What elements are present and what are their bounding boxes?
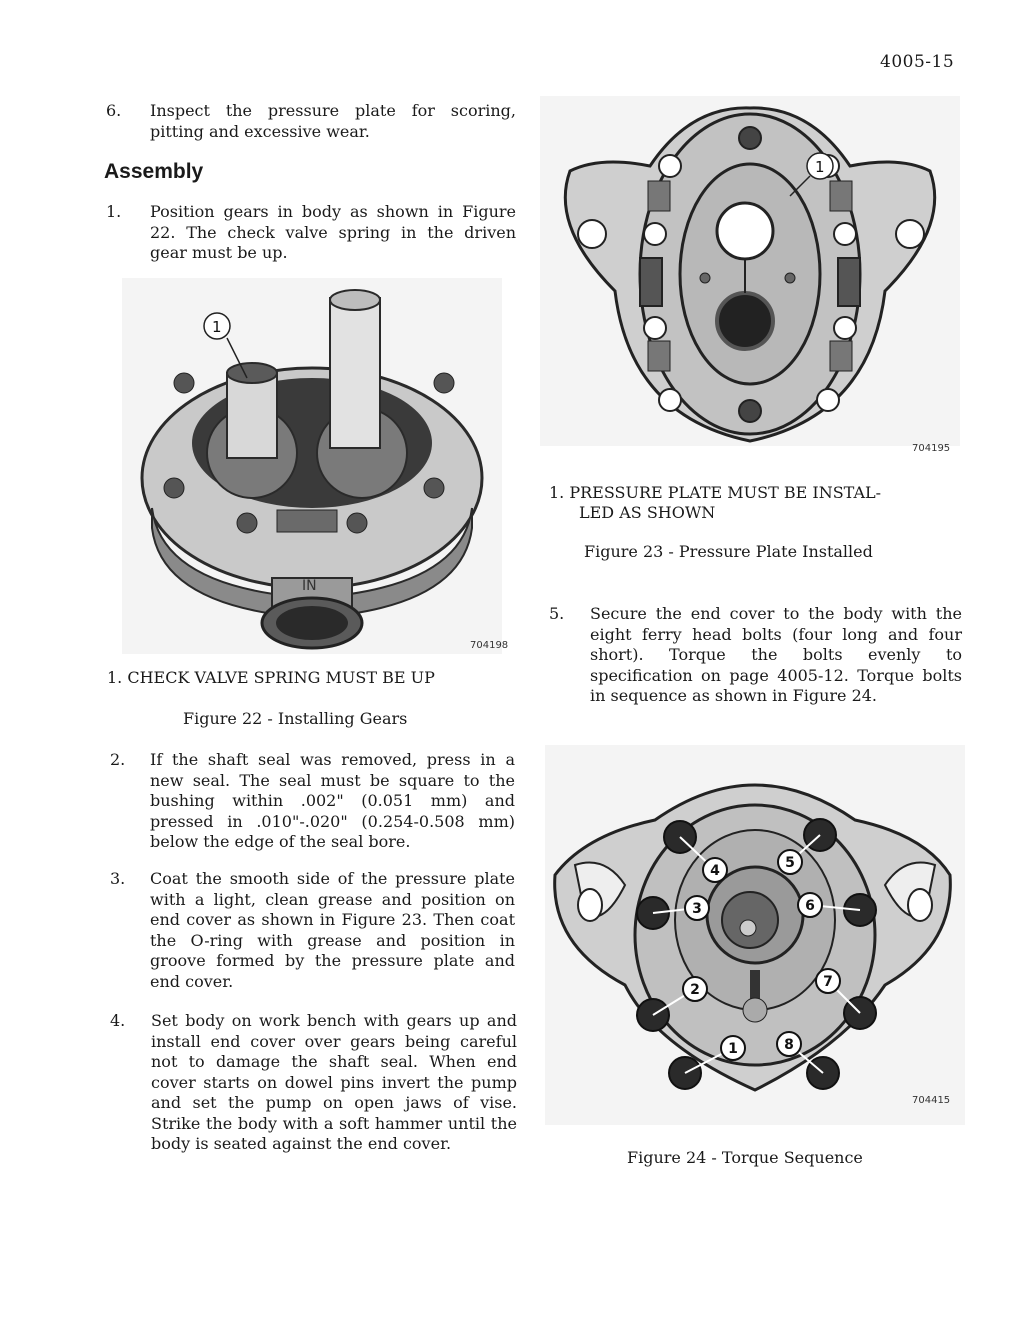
step-3 [110,869,515,993]
figure-22-legend: 1. CHECK VALVE SPRING MUST BE UP [107,668,435,687]
sequence-marker-label: 7 [823,974,833,990]
torque-sequence-illustration [545,745,965,1125]
figure-23-legend [549,483,881,523]
figure-22-caption: Figure 22 - Installing Gears [183,709,408,728]
step-text: Secure the end cover to the body with the eight ferry head bolts (four long and four short). Torque the bolts evenly to specification on page 4005-12. Torque bolts in sequence as shown in Figure 24. [590,604,962,705]
step-number: 5. [549,604,565,623]
legend-line: LED AS SHOWN [579,503,716,522]
step-2 [110,750,515,854]
figure-22-photo [122,278,502,654]
section-heading: Assembly [104,160,204,183]
gear-pump-body-illustration [122,278,502,654]
step-4 [110,1011,517,1177]
sequence-marker-label: 8 [784,1037,794,1053]
sequence-marker-label: 3 [692,901,702,917]
step-text: Coat the smooth side of the pressure plate with a light, clean grease and position on end cover as shown in Figure 23. Then coat the O-ring with grease and position in groove formed by the pressure plate and end cover. [150,869,515,991]
legend-line: 1. PRESSURE PLATE MUST BE INSTAL- [549,483,882,502]
step-5 [549,604,962,708]
step-1 [106,202,516,266]
figure-23-image-id: 704195 [912,443,951,454]
figure-22-image-id: 704198 [470,640,509,651]
step-number: 1. [106,202,122,221]
figure-23-caption: Figure 23 - Pressure Plate Installed [584,542,873,561]
pressure-plate-illustration [540,96,960,446]
step-text: Set body on work bench with gears up and install end cover over gears being careful not to damage the shaft seal. When end cover starts on dowel pins invert the pump and set the pump on open jaws of vise. Strike the body with a soft hammer until the body is seated against the end cover. [151,1011,517,1153]
step-6 [106,101,516,145]
sequence-marker-label: 2 [690,982,700,998]
step-text: Inspect the pressure plate for scoring, pitting and excessive wear. [150,101,516,141]
step-text: If the shaft seal was removed, press in a new seal. The seal must be square to the bushing within .002" (0.051 mm) and pressed in .010"-.020" (0.254-0.508 mm) below the edge of the seal bore. [150,750,515,851]
sequence-marker-label: 1 [728,1041,738,1057]
page-number: 4005-15 [880,52,955,72]
callout-marker-label: 1 [815,158,825,176]
step-number: 3. [110,869,126,888]
figure-23-photo [540,96,960,446]
sequence-marker-label: 4 [710,863,720,879]
sequence-marker-label: 5 [785,855,795,871]
figure-24-photo [545,745,965,1125]
callout-marker-label: 1 [212,318,222,336]
step-number: 4. [110,1011,126,1030]
step-number: 6. [106,101,122,120]
sequence-marker-label: 6 [805,898,815,914]
casting-text: IN [302,578,317,594]
figure-24-image-id: 704415 [912,1095,951,1106]
step-number: 2. [110,750,126,769]
figure-24-caption: Figure 24 - Torque Sequence [627,1148,863,1167]
step-text: Position gears in body as shown in Figure 22. The check valve spring in the driven gear must be up. [150,202,516,262]
